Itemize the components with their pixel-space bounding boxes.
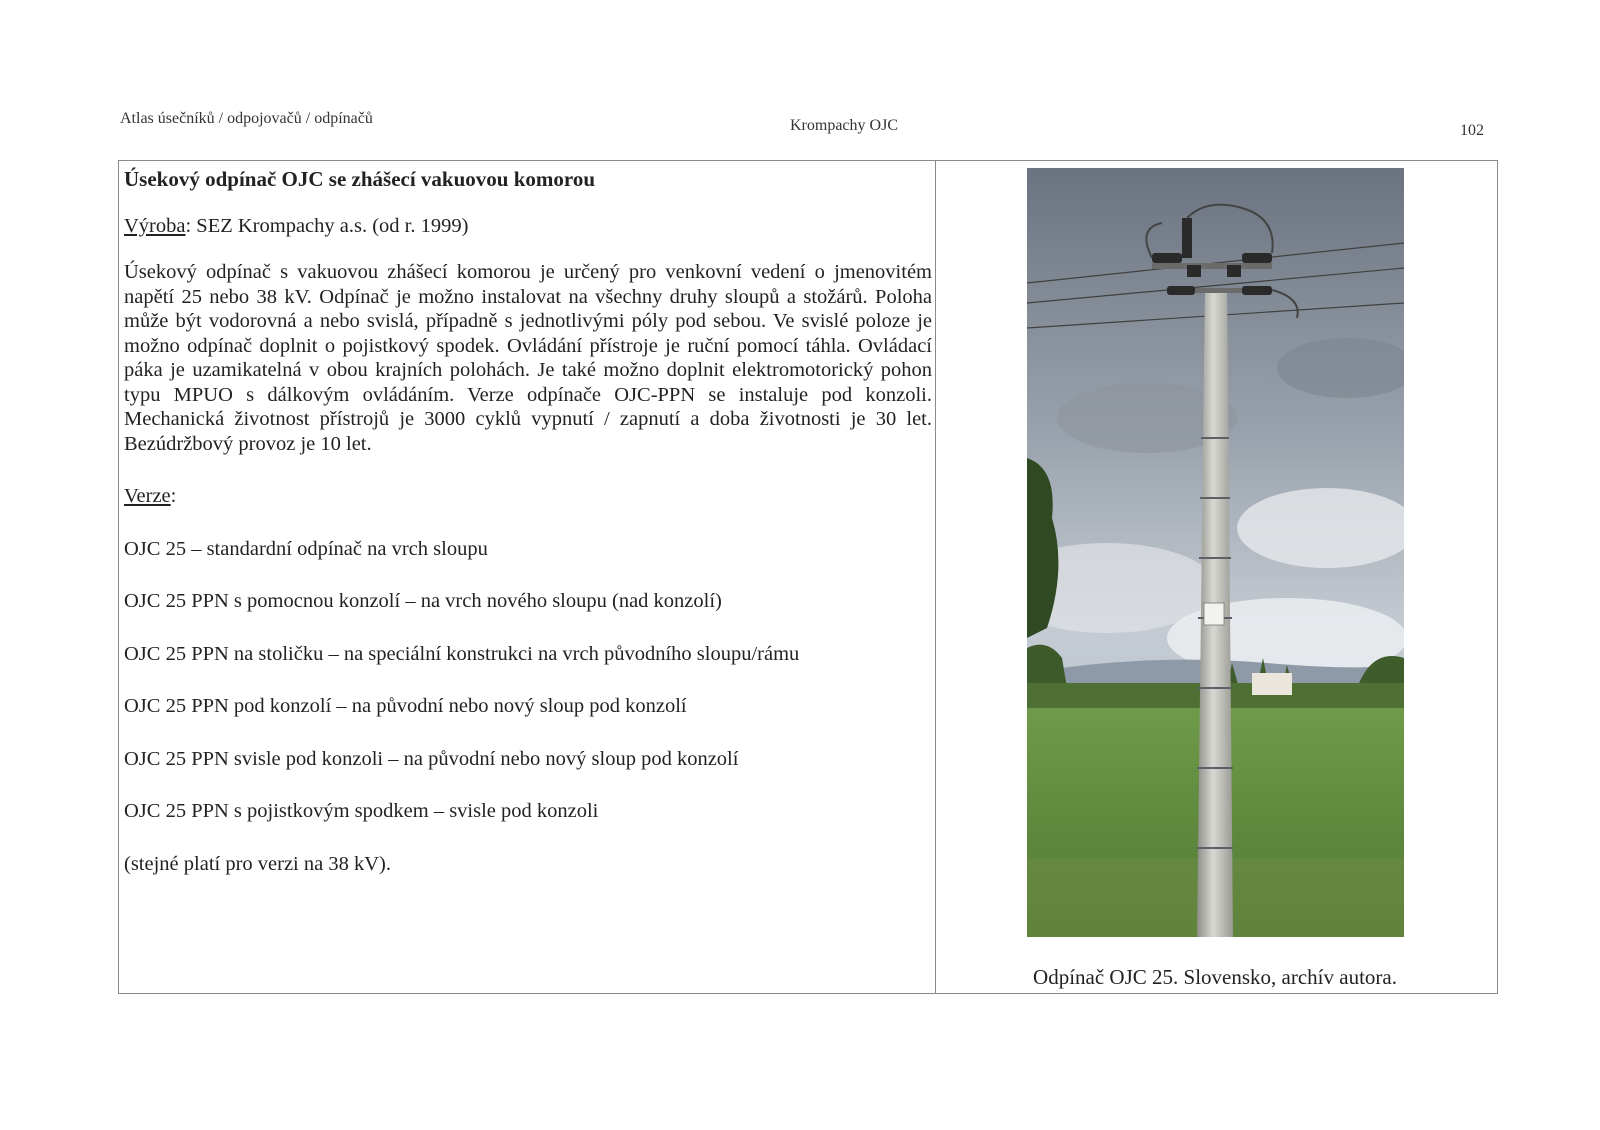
column-divider: [935, 160, 936, 994]
page-number: 102: [1460, 122, 1484, 139]
production-value: : SEZ Krompachy a.s. (od r. 1999): [185, 214, 469, 237]
versions-colon: :: [170, 485, 177, 507]
section-title: Úsekový odpínač OJC se zhášecí vakuovou komorou: [124, 167, 596, 191]
version-item: OJC 25 PPN s pojistkovým spodkem – svisle pod konzoli: [124, 800, 599, 822]
description-paragraph: Úsekový odpínač s vakuovou zhášecí komorou je určený pro venkovní vedení o jmenovitém napětí 25 nebo 38 kV. Odpínač je možno instalovat na všechny druhy sloupů a stožárů. Poloha může být vodorovná a nebo svislá, případně s jednotlivými póly pod sebou. Ve svislé poloze je možno odpínač doplnit o pojistkový spodek. Ovládání přístroje je ruční pomocí táhla. Ovládací páka je uzamikatelná v obou krajních polohách. Je také možno doplnit elektromotorický pohon typu MPUO s dálkovým ovládáním. Verze odpínače OJC-PPN se instaluje pod konzoli. Mechanická životnost přístrojů je 3000 cyklů vypnutí / zapnutí a doba životnosti je 30 let. Bezúdržbový provoz je 10 let.: [124, 261, 932, 455]
header-atlas-title: Atlas úsečníků / odpojovačů / odpínačů: [120, 110, 373, 127]
version-item: OJC 25 PPN svisle pod konzoli – na původní nebo nový sloup pod konzolí: [124, 747, 739, 770]
versions-list: [124, 537, 932, 824]
note-38kv: (stejné platí pro verzi na 38 kV).: [124, 852, 391, 875]
version-item: OJC 25 PPN pod konzolí – na původní nebo nový sloup pod konzolí: [124, 695, 687, 717]
versions-label: Verze: [124, 485, 171, 507]
version-item: OJC 25 PPN na stoličku – na speciální konstrukci na vrch původního sloupu/rámu: [124, 642, 800, 665]
header-section: Krompachy OJC: [790, 117, 898, 134]
production-line: [124, 214, 932, 239]
versions-heading: [124, 484, 932, 509]
version-item: OJC 25 PPN s pomocnou konzolí – na vrch nového sloupu (nad konzolí): [124, 590, 722, 612]
production-label: Výroba: [124, 214, 186, 237]
figure-caption: Odpínač OJC 25. Slovensko, archív autora.: [1033, 965, 1397, 989]
text-column: [124, 163, 932, 876]
pole-photo: [1027, 168, 1404, 937]
version-item: OJC 25 – standardní odpínač na vrch sloupu: [124, 537, 488, 560]
